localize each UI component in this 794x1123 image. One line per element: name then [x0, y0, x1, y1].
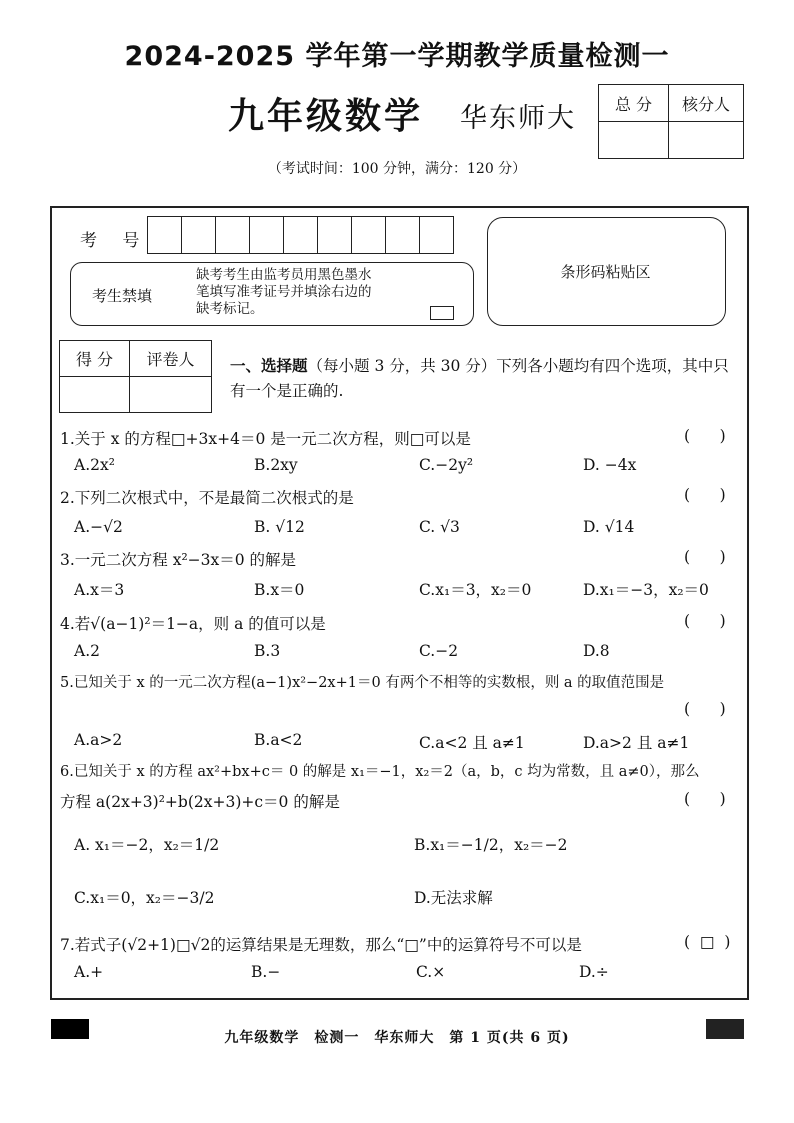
section-title: 一、选择题 — [230, 356, 308, 375]
page-footer: 九年级数学 检测一 华东师大 第 1 页(共 6 页) — [224, 1030, 570, 1046]
option-c: C.× — [416, 963, 446, 981]
option-c: C.x₁＝3，x₂＝0 — [419, 581, 532, 599]
exam-id-cell[interactable] — [148, 217, 182, 254]
notice-line: 缺考标记。 — [196, 301, 264, 317]
option-b: B.x＝0 — [254, 581, 305, 599]
option-b: B.x₁＝−1/2，x₂＝−2 — [414, 836, 568, 854]
section-score-cell[interactable] — [60, 377, 130, 413]
option-d: D.÷ — [579, 963, 609, 981]
question-stem: 5.已知关于 x 的一元二次方程(a−1)x²−2x+1＝0 有两个不相等的实数根，则 a 的取值范围是 — [60, 675, 665, 691]
answer-paren[interactable]: ( □ ) — [684, 933, 731, 951]
option-c: C.a<2 且 a≠1 — [419, 734, 525, 752]
total-score-header: 总 分 — [599, 85, 669, 122]
answer-paren[interactable]: ( ) — [684, 700, 726, 718]
notice-text — [196, 267, 436, 318]
subject-title: 九年级数学 — [228, 96, 424, 137]
answer-paren[interactable]: ( ) — [684, 486, 726, 504]
option-b: B. √12 — [254, 518, 305, 536]
exam-id-cell[interactable] — [250, 217, 284, 254]
exam-id-cell[interactable] — [318, 217, 352, 254]
option-d: D.8 — [583, 642, 610, 660]
question-stem-cont: 方程 a(2x+3)²+b(2x+3)+c＝0 的解是 — [60, 793, 340, 811]
option-a: A.2x² — [74, 456, 115, 474]
verifier-cell[interactable] — [669, 122, 744, 159]
option-b: B.− — [251, 963, 281, 981]
option-b: B.3 — [254, 642, 281, 660]
absence-mark-box[interactable] — [430, 306, 454, 320]
question-stem: 1.关于 x 的方程□+3x+4＝0 是一元二次方程，则□可以是 — [60, 430, 471, 448]
total-score-box — [598, 84, 744, 159]
exam-id-label: 考 号 — [80, 231, 150, 251]
exam-id-cells — [147, 216, 454, 254]
barcode-label: 条形码粘贴区 — [560, 263, 651, 281]
section-instructions — [230, 353, 740, 404]
alignment-mark-right — [706, 1019, 744, 1039]
exam-id-cell[interactable] — [386, 217, 420, 254]
grader-header: 评卷人 — [130, 341, 212, 377]
option-a: A.+ — [74, 963, 104, 981]
question-stem: 6.已知关于 x 的方程 ax²+bx+c＝ 0 的解是 x₁＝−1，x₂＝2（a，b，c 均为常数，且 a≠0），那么 — [60, 764, 700, 780]
answer-paren[interactable]: ( ) — [684, 548, 726, 566]
exam-id-cell[interactable] — [216, 217, 250, 254]
option-c: C.−2 — [419, 642, 459, 660]
option-d: D.无法求解 — [414, 889, 493, 907]
option-b: B.a<2 — [254, 731, 303, 749]
option-a: A.a>2 — [74, 731, 123, 749]
exam-id-cell[interactable] — [420, 217, 454, 254]
option-c: C. √3 — [419, 518, 460, 536]
answer-paren[interactable]: ( ) — [684, 427, 726, 445]
question-stem: 7.若式子(√2+1)□√2的运算结果是无理数，那么“□”中的运算符号不可以是 — [60, 936, 582, 954]
option-a: A.2 — [74, 642, 100, 660]
exam-id-cell[interactable] — [182, 217, 216, 254]
section-desc: （每小题 3 分，共 30 分）下列各小题均有四个选项，其中只有一个是正确的. — [230, 357, 729, 400]
answer-paren[interactable]: ( ) — [684, 612, 726, 630]
option-c: C.x₁＝0，x₂＝−3/2 — [74, 889, 215, 907]
option-d: D. −4x — [583, 456, 637, 474]
total-score-cell[interactable] — [599, 122, 669, 159]
option-d: D.x₁＝−3，x₂＝0 — [583, 581, 709, 599]
option-d: D. √14 — [583, 518, 635, 536]
notice-label: 考生禁填 — [92, 287, 153, 305]
option-b: B.2xy — [254, 456, 298, 474]
question-stem: 4.若√(a−1)²＝1−a，则 a 的值可以是 — [60, 615, 326, 633]
option-a: A.x＝3 — [74, 581, 125, 599]
notice-line: 笔填写准考证号并填涂右边的 — [196, 284, 372, 300]
exam-id-cell[interactable] — [352, 217, 386, 254]
option-a: A.−√2 — [74, 518, 123, 536]
option-a: A. x₁＝−2，x₂＝1/2 — [74, 836, 220, 854]
verifier-header: 核分人 — [669, 85, 744, 122]
section-grade-box — [59, 340, 212, 413]
exam-title: 2024-2025 学年第一学期教学质量检测一 — [124, 41, 670, 72]
option-d: D.a>2 且 a≠1 — [583, 734, 690, 752]
option-c: C.−2y² — [419, 456, 474, 474]
exam-id-cell[interactable] — [284, 217, 318, 254]
edition-label: 华东师大 — [460, 103, 576, 134]
notice-line: 缺考考生由监考员用黑色墨水 — [196, 267, 372, 283]
question-stem: 2.下列二次根式中，不是最简二次根式的是 — [60, 489, 354, 507]
exam-time-note: （考试时间：100 分钟，满分：120 分） — [267, 161, 527, 177]
answer-paren[interactable]: ( ) — [684, 790, 726, 808]
grader-cell[interactable] — [130, 377, 212, 413]
question-stem: 3.一元二次方程 x²−3x＝0 的解是 — [60, 551, 297, 569]
score-header: 得 分 — [60, 341, 130, 377]
